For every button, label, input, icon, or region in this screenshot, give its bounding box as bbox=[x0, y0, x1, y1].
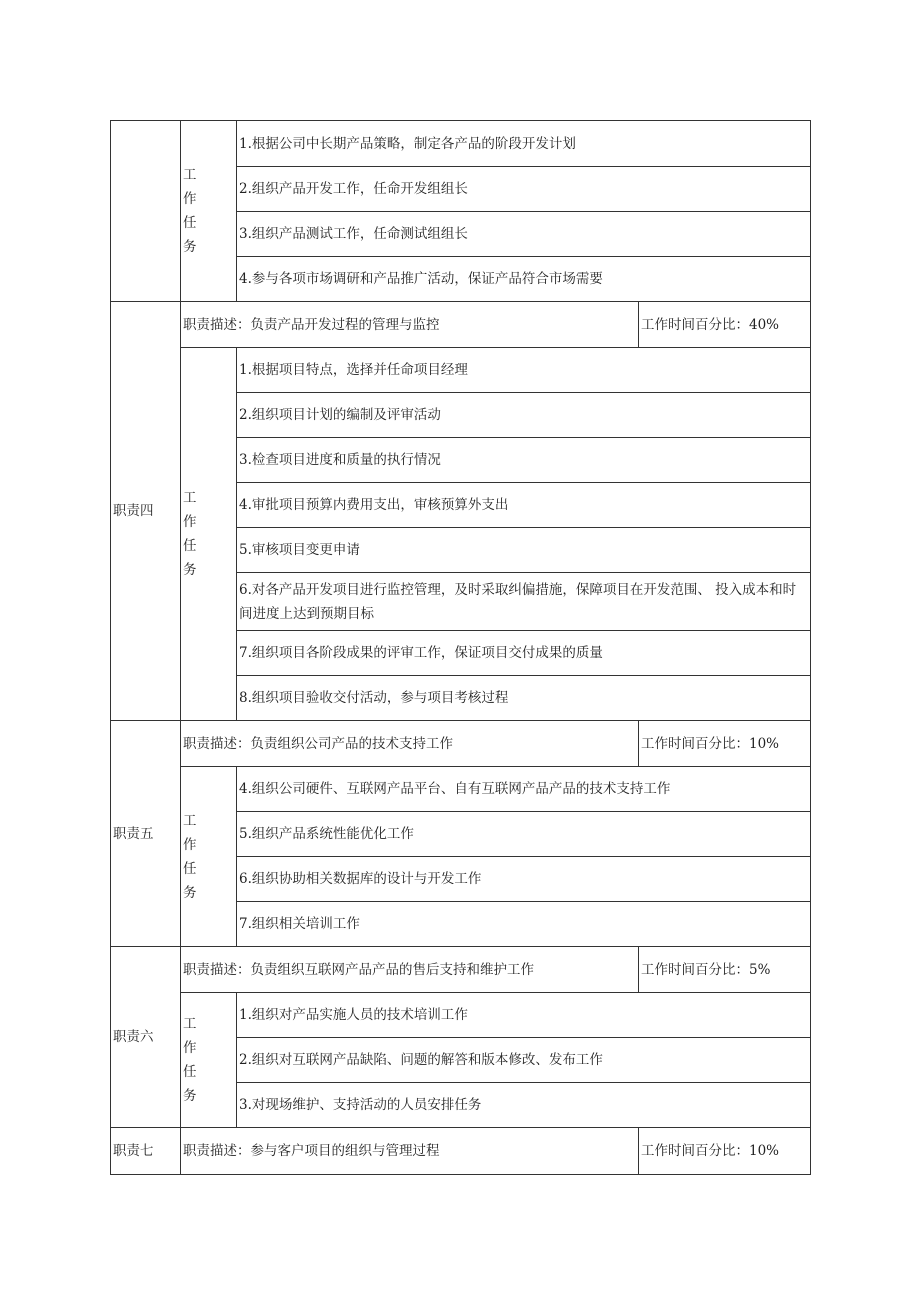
task-label: 工作任务 bbox=[181, 348, 237, 721]
task-label: 工作任务 bbox=[181, 121, 237, 302]
task-item: 6.对各产品开发项目进行监控管理，及时采取纠偏措施，保障项目在开发范围、 投入成本和时间进度上达到预期目标 bbox=[237, 573, 811, 631]
task-item: 7.组织项目各阶段成果的评审工作，保证项目交付成果的质量 bbox=[237, 631, 811, 676]
task-item: 8.组织项目验收交付活动，参与项目考核过程 bbox=[237, 676, 811, 721]
task-item: 7.组织相关培训工作 bbox=[237, 902, 811, 947]
task-item: 4.参与各项市场调研和产品推广活动，保证产品符合市场需要 bbox=[237, 257, 811, 302]
task-item: 6.组织协助相关数据库的设计与开发工作 bbox=[237, 857, 811, 902]
duty-description: 职责描述：参与客户项目的组织与管理过程 bbox=[181, 1128, 639, 1175]
task-item: 3.检查项目进度和质量的执行情况 bbox=[237, 438, 811, 483]
duty-label: 职责六 bbox=[111, 947, 181, 1128]
task-item: 2.组织产品开发工作，任命开发组组长 bbox=[237, 167, 811, 212]
task-item: 3.对现场维护、支持活动的人员安排任务 bbox=[237, 1083, 811, 1128]
task-item: 5.审核项目变更申请 bbox=[237, 528, 811, 573]
task-item: 1.组织对产品实施人员的技术培训工作 bbox=[237, 993, 811, 1038]
task-item: 4.审批项目预算内费用支出，审核预算外支出 bbox=[237, 483, 811, 528]
task-item: 1.根据项目特点，选择并任命项目经理 bbox=[237, 348, 811, 393]
duty-description: 职责描述：负责组织公司产品的技术支持工作 bbox=[181, 721, 639, 767]
duty-label: 职责七 bbox=[111, 1128, 181, 1175]
duty-cell-empty bbox=[111, 121, 181, 302]
task-item: 2.组织对互联网产品缺陷、问题的解答和版本修改、发布工作 bbox=[237, 1038, 811, 1083]
time-percentage: 工作时间百分比：10% bbox=[639, 1128, 811, 1175]
task-item: 4.组织公司硬件、互联网产品平台、自有互联网产品产品的技术支持工作 bbox=[237, 767, 811, 812]
task-item: 3.组织产品测试工作，任命测试组组长 bbox=[237, 212, 811, 257]
task-label: 工作任务 bbox=[181, 767, 237, 947]
duty-table bbox=[110, 120, 811, 1175]
time-percentage: 工作时间百分比：40% bbox=[639, 302, 811, 348]
time-percentage: 工作时间百分比：5% bbox=[639, 947, 811, 993]
duty-label: 职责五 bbox=[111, 721, 181, 947]
time-percentage: 工作时间百分比：10% bbox=[639, 721, 811, 767]
task-item: 2.组织项目计划的编制及评审活动 bbox=[237, 393, 811, 438]
duty-description: 职责描述：负责产品开发过程的管理与监控 bbox=[181, 302, 639, 348]
task-label: 工作任务 bbox=[181, 993, 237, 1128]
task-item: 5.组织产品系统性能优化工作 bbox=[237, 812, 811, 857]
duty-label: 职责四 bbox=[111, 302, 181, 721]
duty-description: 职责描述：负责组织互联网产品产品的售后支持和维护工作 bbox=[181, 947, 639, 993]
task-item: 1.根据公司中长期产品策略，制定各产品的阶段开发计划 bbox=[237, 121, 811, 167]
